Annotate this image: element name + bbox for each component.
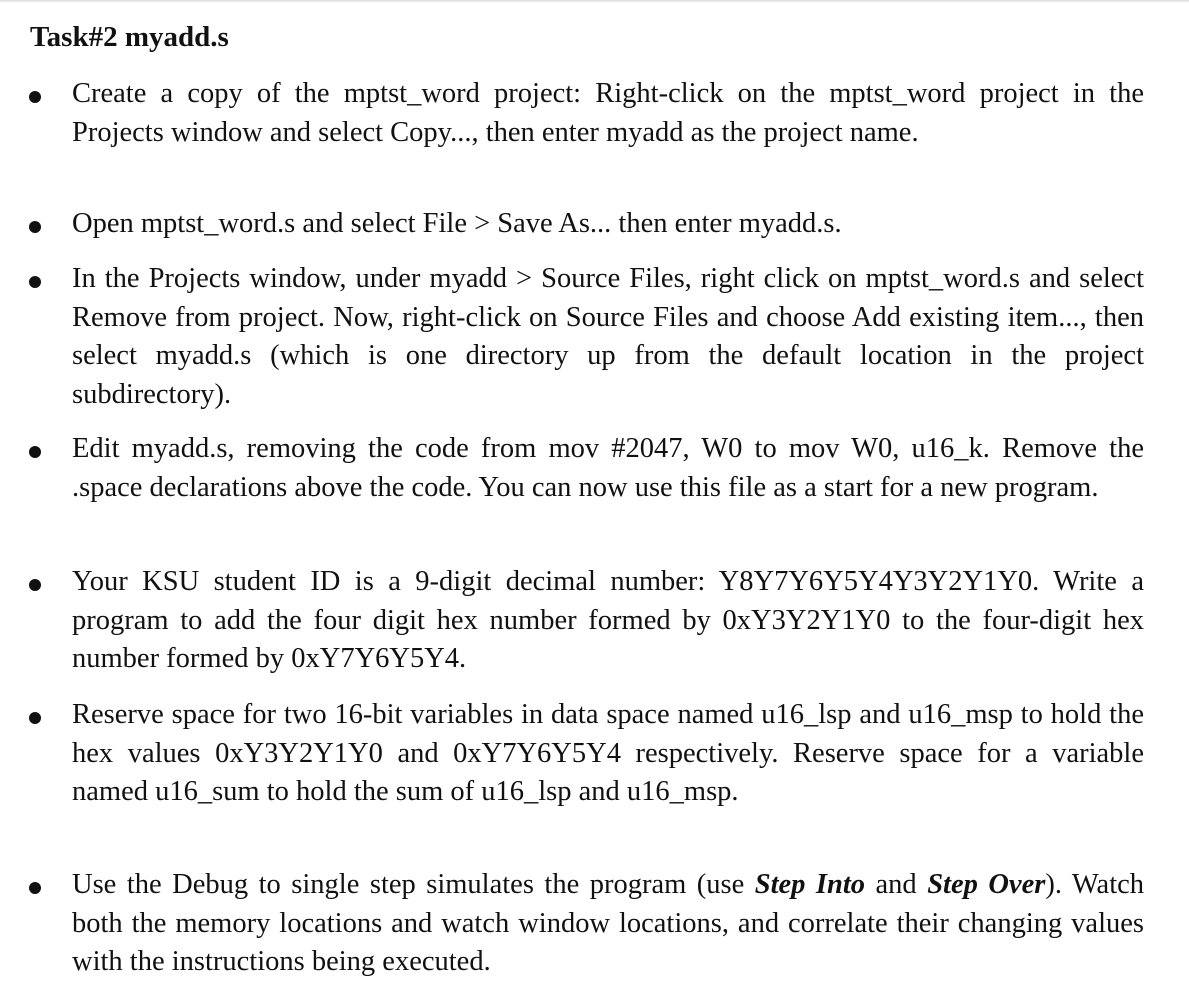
list-item-text: Open mptst_word.s and select File > Save As... then enter myadd.s. — [72, 208, 842, 239]
list-item-text: Reserve space for two 16-bit variables in data space named u16_lsp and u16_msp to hold the hex values 0xY3Y2Y1Y0 and 0xY7Y6Y5Y4 respectively. Reserve space for a variable named u16_sum to hold the sum of u16_lsp and u16_msp. — [72, 699, 1144, 807]
top-edge-shadow — [0, 0, 1189, 3]
bullet-icon — [29, 446, 41, 458]
step-into-emphasis: Step Into — [754, 869, 866, 900]
bullet-icon — [29, 221, 41, 233]
list-item-text: Your KSU student ID is a 9-digit decimal number: Y8Y7Y6Y5Y4Y3Y2Y1Y0. Write a program to add the four digit hex number formed by 0xY3Y2Y1Y0 to the four-digit hex number formed by 0xY7Y6Y5Y4. — [72, 566, 1144, 674]
list-item-text: Create a copy of the mptst_word project: Right-click on the mptst_word project in the Projects window and select Copy..., then enter myadd as the project name. — [72, 78, 1144, 148]
task-title: Task#2 myadd.s — [30, 21, 229, 53]
list-item-text: In the Projects window, under myadd > Source Files, right click on mptst_word.s and select Remove from project. Now, right-click on Source Files and choose Add existing item..., then select myadd.s (which is one directory up from the default location in the project subdirectory). — [72, 263, 1144, 410]
list-item-text: Edit myadd.s, removing the code from mov #2047, W0 to mov W0, u16_k. Remove the .space declarations above the code. You can now use this file as a start for a new program. — [72, 433, 1144, 503]
text-segment: Use the Debug to single step simulates the program (use — [72, 869, 755, 900]
step-over-emphasis: Step Over — [927, 869, 1046, 900]
bullet-icon — [29, 276, 41, 288]
list-item-text — [72, 866, 1144, 982]
bullet-icon — [29, 91, 41, 103]
bullet-icon — [29, 712, 41, 724]
text-segment: and — [865, 869, 928, 900]
text-segment: ). Watch both the memory locations and watch window locations, and correlate their changing values with the instructions being executed. — [72, 869, 1145, 977]
bullet-icon — [29, 579, 41, 591]
bullet-icon — [29, 882, 41, 894]
